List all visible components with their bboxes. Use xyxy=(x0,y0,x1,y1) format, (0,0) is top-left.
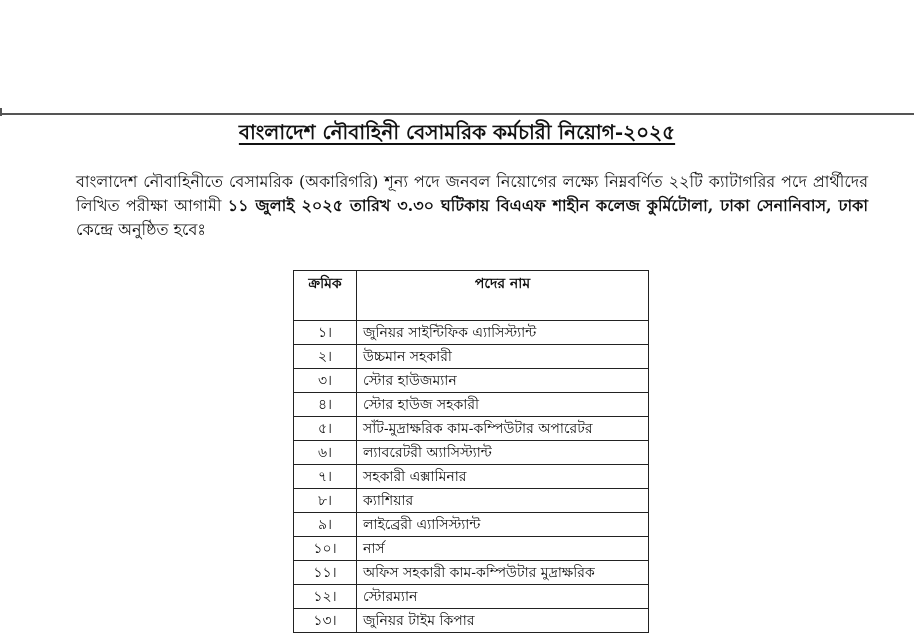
document-title: বাংলাদেশ নৌবাহিনী বেসামরিক কর্মচারী নিয়োগ-২০২৫ xyxy=(238,120,676,144)
row-post-name: ল্যাবরেটরী অ্যাসিস্ট্যান্ট xyxy=(357,441,649,465)
row-serial: ১৩। xyxy=(294,609,357,633)
document-title-container xyxy=(0,118,914,146)
header-post-name: পদের নাম xyxy=(357,271,649,321)
row-serial: ১১। xyxy=(294,561,357,585)
row-post-name: ক্যাশিয়ার xyxy=(357,489,649,513)
row-post-name: সহকারী এক্সামিনার xyxy=(357,465,649,489)
intro-text-part1: বাংলাদেশ নৌবাহিনীতে বেসামরিক (অকারিগরি) শূন্য পদে জনবল নিয়োগের লক্ষ্যে নিম্নবর্ণিত ২২টি ক্যাটাগরির পদে প্রার্থীদের লিখিত পরীক্ষা আগামী xyxy=(76,172,868,215)
row-serial: ১২। xyxy=(294,585,357,609)
table-row xyxy=(294,321,649,345)
table-row xyxy=(294,465,649,489)
row-post-name: অফিস সহকারী কাম-কম্পিউটার মুদ্রাক্ষরিক xyxy=(357,561,649,585)
table-row xyxy=(294,609,649,633)
table-header-row xyxy=(294,271,649,321)
row-serial: ৭। xyxy=(294,465,357,489)
row-post-name: স্টোর হাউজম্যান xyxy=(357,369,649,393)
table-row xyxy=(294,489,649,513)
row-post-name: জুনিয়র সাইন্টিফিক এ্যাসিস্ট্যান্ট xyxy=(357,321,649,345)
table-row xyxy=(294,441,649,465)
row-serial: ৩। xyxy=(294,369,357,393)
table-row xyxy=(294,345,649,369)
table-row xyxy=(294,393,649,417)
row-serial: ৫। xyxy=(294,417,357,441)
table-row xyxy=(294,417,649,441)
header-serial: ক্রমিক xyxy=(294,271,357,321)
table-row xyxy=(294,369,649,393)
row-serial: ৬। xyxy=(294,441,357,465)
row-serial: ৮। xyxy=(294,489,357,513)
intro-exam-schedule: ১১ জুলাই ২০২৫ তারিখ ৩.৩০ ঘটিকায় বিএএফ শাহীন কলেজ কুর্মিটোলা, ঢাকা সেনানিবাস, ঢাকা xyxy=(227,196,868,215)
row-post-name: উচ্চমান সহকারী xyxy=(357,345,649,369)
row-serial: ১০। xyxy=(294,537,357,561)
posts-table xyxy=(293,270,649,633)
table-row xyxy=(294,513,649,537)
row-serial: ৪। xyxy=(294,393,357,417)
row-post-name: জুনিয়র টাইম কিপার xyxy=(357,609,649,633)
row-post-name: সাঁট-মুদ্রাক্ষরিক কাম-কম্পিউটার অপারেটর xyxy=(357,417,649,441)
row-post-name: স্টোরম্যান xyxy=(357,585,649,609)
table-row xyxy=(294,561,649,585)
row-serial: ২। xyxy=(294,345,357,369)
row-post-name: লাইব্রেরী এ্যাসিস্ট্যান্ট xyxy=(357,513,649,537)
row-post-name: স্টোর হাউজ সহকারী xyxy=(357,393,649,417)
intro-text-part2: কেন্দ্রে অনুষ্ঠিত হবেঃ xyxy=(76,220,206,239)
row-serial: ৯। xyxy=(294,513,357,537)
row-post-name: নার্স xyxy=(357,537,649,561)
top-divider-tick xyxy=(0,108,2,116)
table-row xyxy=(294,585,649,609)
row-serial: ১। xyxy=(294,321,357,345)
intro-paragraph xyxy=(76,170,868,242)
top-divider-line xyxy=(0,113,914,115)
table-row xyxy=(294,537,649,561)
